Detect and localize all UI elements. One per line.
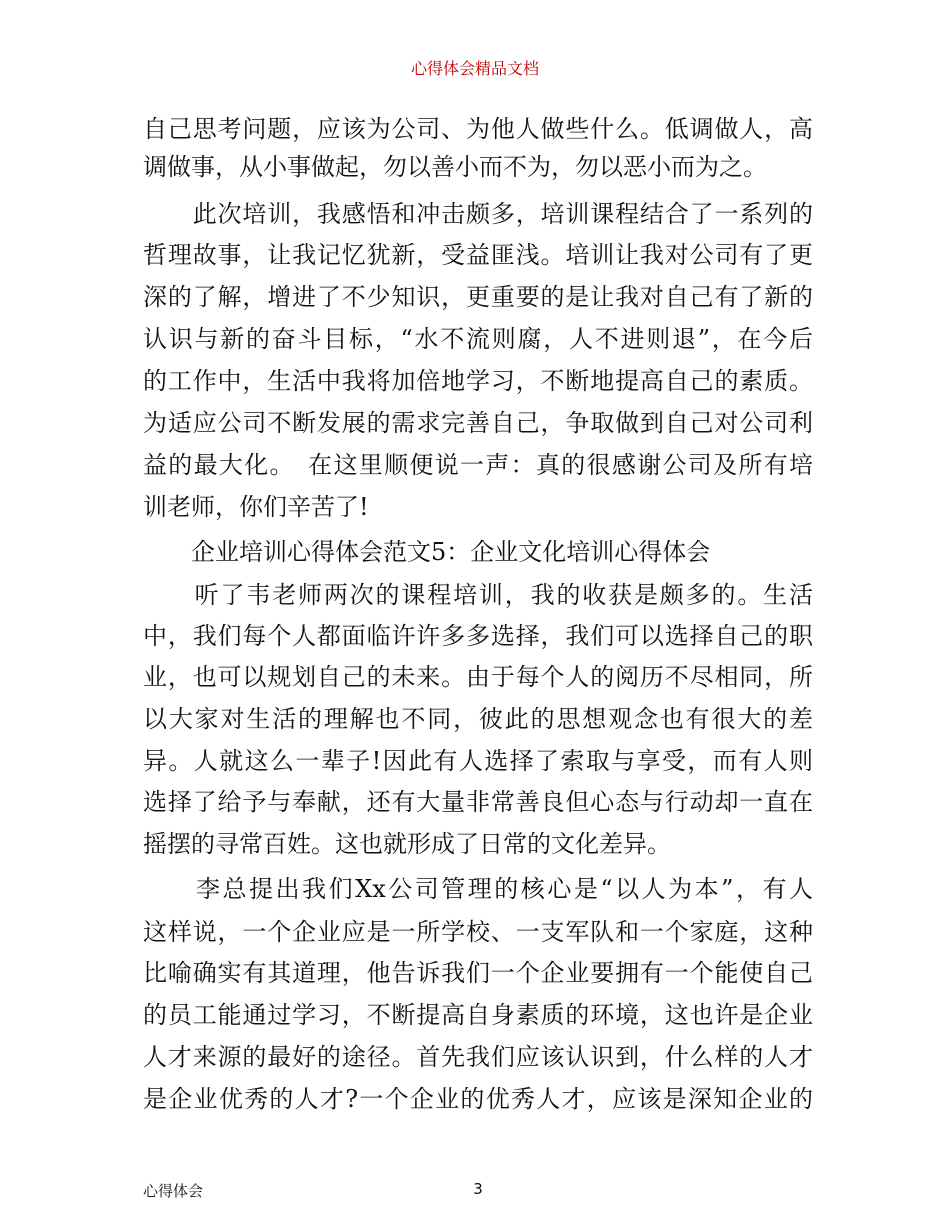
text-line: 中，我们每个人都面临许许多多选择，我们可以选择自己的职	[143, 622, 813, 650]
text-line: 调做事，从小事做起，勿以善小而不为，勿以恶小而为之。	[143, 153, 767, 181]
text-line: 听了韦老师两次的课程培训，我的收获是颇多的。生活	[143, 581, 813, 609]
text-line: 人才来源的最好的途径。首先我们应该认识到，什么样的人才	[143, 1043, 813, 1071]
text-line: 自己思考问题，应该为公司、为他人做些什么。低调做人，高	[143, 115, 813, 143]
page-header-title: 心得体会精品文档	[410, 59, 539, 78]
page-number: 3	[473, 1180, 483, 1198]
text-line: 李总提出我们Xx公司管理的核心是“以人为本”，有人	[143, 875, 813, 903]
text-line: 摇摆的寻常百姓。这也就形成了日常的文化差异。	[143, 830, 671, 858]
text-line: 为适应公司不断发展的需求完善自己，争取做到自己对公司利	[143, 409, 813, 437]
section-heading: 企业培训心得体会范文5：企业文化培训心得体会	[143, 538, 711, 566]
text-line: 认识与新的奋斗目标，“水不流则腐，人不进则退”，在今后	[143, 325, 813, 353]
footer-label: 心得体会	[143, 1182, 204, 1200]
text-line: 益的最大化。 在这里顺便说一声：真的很感谢公司及所有培	[143, 451, 813, 479]
text-line: 比喻确实有其道理，他告诉我们一个企业要拥有一个能使自己	[143, 959, 813, 987]
text-line: 此次培训，我感悟和冲击颇多，培训课程结合了一系列的	[143, 200, 813, 228]
text-line: 这样说，一个企业应是一所学校、一支军队和一个家庭，这种	[143, 918, 813, 946]
text-line: 的工作中，生活中我将加倍地学习，不断地提高自己的素质。	[143, 367, 813, 395]
text-line: 选择了给予与奉献，还有大量非常善良但心态与行动却一直在	[143, 788, 813, 816]
text-line: 的员工能通过学习，不断提高自身素质的环境，这也许是企业	[143, 1001, 813, 1029]
text-line: 是企业优秀的人才?一个企业的优秀人才，应该是深知企业的	[143, 1085, 813, 1113]
text-line: 以大家对生活的理解也不同，彼此的思想观念也有很大的差	[143, 705, 813, 733]
text-line: 哲理故事，让我记忆犹新，受益匪浅。培训让我对公司有了更	[143, 241, 813, 269]
text-line: 异。人就这么一辈子!因此有人选择了索取与享受，而有人则	[143, 747, 813, 775]
text-line: 深的了解，增进了不少知识，更重要的是让我对自己有了新的	[143, 283, 813, 311]
text-line: 训老师，你们辛苦了!	[143, 493, 369, 521]
text-line: 业，也可以规划自己的未来。由于每个人的阅历不尽相同，所	[143, 663, 813, 691]
